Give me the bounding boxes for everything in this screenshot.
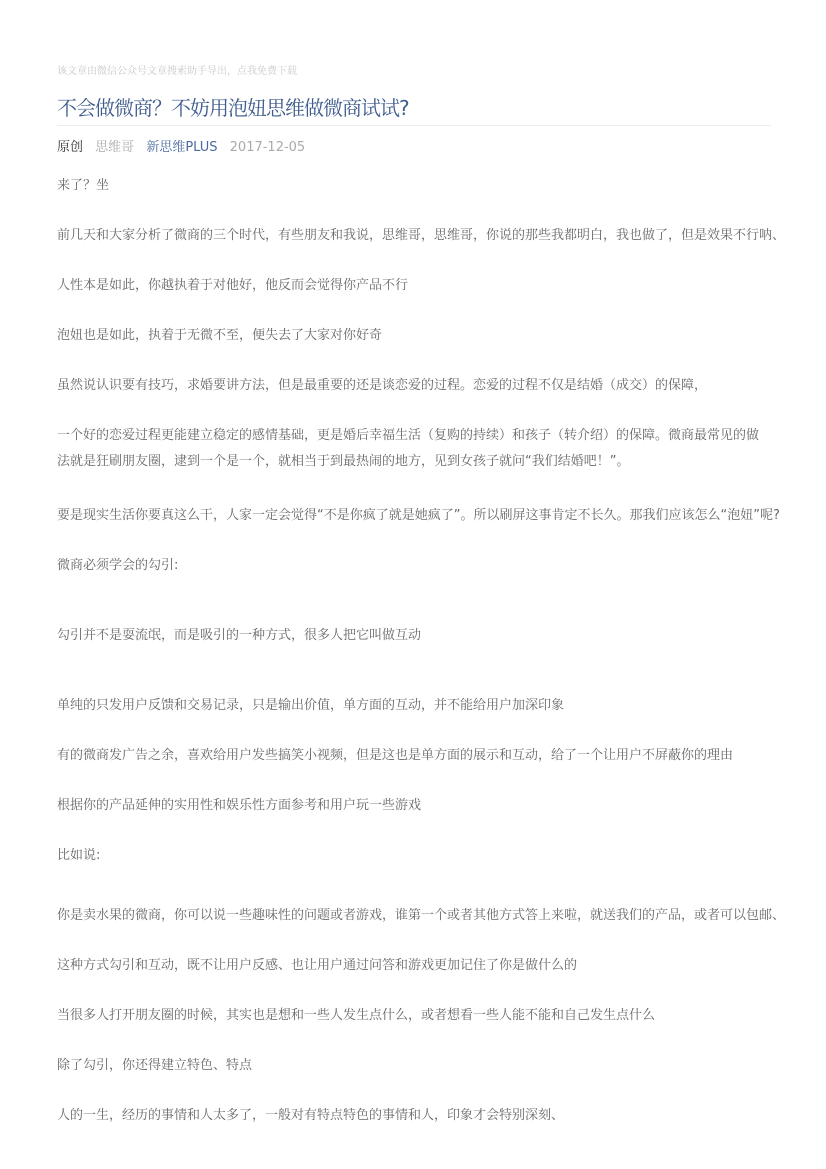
publish-date: 2017-12-05 — [229, 140, 306, 155]
paragraph: 虽然说认识要有技巧，求婚要讲方法，但是最重要的还是谈恋爱的过程。恋爱的过程不仅是结婚（成交）的保障， — [57, 378, 708, 393]
paragraph: 有的微商发广告之余，喜欢给用户发些搞笑小视频，但是这也是单方面的展示和互动，给了一个让用户不屏蔽你的理由 — [57, 748, 734, 763]
paragraph: 人的一生，经历的事情和人太多了，一般对有特点特色的事情和人，印象才会特别深刻、 — [57, 1108, 565, 1123]
account-name-link[interactable]: 新思维PLUS — [146, 140, 218, 155]
title-divider — [57, 125, 771, 126]
author-name: 思维哥 — [95, 140, 135, 155]
paragraph: 人性本是如此，你越执着于对他好，他反而会觉得你产品不行 — [57, 278, 409, 293]
paragraph: 勾引并不是耍流氓，而是吸引的一种方式，很多人把它叫做互动 — [57, 628, 422, 643]
article-title: 不会做微商？不妨用泡妞思维做微商试试? — [57, 96, 409, 120]
paragraph: 泡妞也是如此，执着于无微不至，便失去了大家对你好奇 — [57, 328, 383, 343]
paragraph: 当很多人打开朋友圈的时候，其实也是想和一些人发生点什么，或者想看一些人能不能和自己发生点什么 — [57, 1008, 656, 1023]
paragraph: 根据你的产品延伸的实用性和娱乐性方面参考和用户玩一些游戏 — [57, 798, 422, 813]
paragraph: 除了勾引，你还得建立特色、特点 — [57, 1058, 253, 1073]
paragraph: 比如说: — [57, 848, 101, 863]
export-notice-link[interactable]: 该文章由微信公众号文章搜索助手导出，点我免费下载 — [57, 66, 297, 77]
paragraph: 一个好的恋爱过程更能建立稳定的感情基础，更是婚后幸福生活（复购的持续）和孩子（转介绍）的保障。微商最常见的做法就是狂刷朋友圈，逮到一个是一个，就相当于到最热闹的地方，见到女孩子就问“我们结婚吧！”。 — [57, 428, 760, 469]
article-meta — [57, 139, 313, 157]
paragraph: 微商必须学会的勾引: — [57, 558, 179, 573]
paragraph: 单纯的只发用户反馈和交易记录，只是输出价值，单方面的互动，并不能给用户加深印象 — [57, 698, 565, 713]
paragraph: 你是卖水果的微商，你可以说一些趣味性的问题或者游戏，谁第一个或者其他方式答上来啦，就送我们的产品，或者可以包邮、 — [57, 908, 786, 923]
paragraph: 前几天和大家分析了微商的三个时代，有些朋友和我说，思维哥，思维哥，你说的那些我都明白，我也做了，但是效果不行呐、 — [57, 228, 786, 243]
paragraph: 要是现实生活你要真这么干，人家一定会觉得“不是你疯了就是她疯了”。所以刷屏这事肯定不长久。那我们应该怎么“泡妞”呢? — [57, 508, 780, 523]
paragraph: 来了？坐 — [57, 178, 110, 193]
paragraph: 这种方式勾引和互动，既不让用户反感、也让用户通过问答和游戏更加记住了你是做什么的 — [57, 958, 578, 973]
original-tag: 原创 — [57, 140, 84, 155]
